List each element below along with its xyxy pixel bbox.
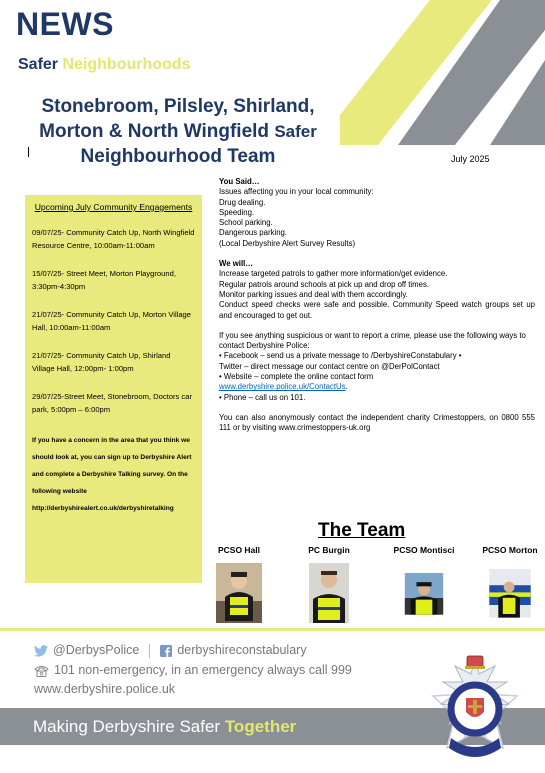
slogan xyxy=(33,717,296,737)
contact-website: • Website – complete the online contact form xyxy=(219,372,374,382)
phone-numbers: 101 non-emergency, in an emergency always call 999 xyxy=(54,663,352,677)
team-member-hall xyxy=(214,545,264,628)
issue-date: July 2025 xyxy=(451,154,490,164)
slogan-main: Making Derbyshire Safer xyxy=(33,717,221,736)
footer-divider xyxy=(0,628,545,631)
you-said-item: School parking. xyxy=(219,218,273,228)
member-name: PCSO Hall xyxy=(217,545,261,555)
we-will-item: Conduct speed checks were safe and possible. Community Speed watch groups set up and encouraged to get out. xyxy=(219,300,535,320)
team-title-line-3: Neighbourhood Team xyxy=(80,146,276,167)
team-title xyxy=(4,94,352,169)
officer-photo xyxy=(401,573,447,623)
police-crest-logo xyxy=(421,654,529,769)
officer-photo xyxy=(216,563,262,623)
you-said-item: Speeding. xyxy=(219,207,255,217)
main-content: You Said… Issues affecting you in your local community: Drug dealing. Speeding. School parking. Dangerous parking. (Local Derbyshire Alert Survey Results) We will… Increase targeted patrols to gather more information/get evidence. Regular patrols around schools at pick up and drop off times. Monitor parking issues and deal with them accordingly. Conduct speed checks were safe and possible. Community Speed watch groups set up and encouraged to get out. If you see anything suspicious or want to report a crime, please use the following ways to contact Derbyshire Police: • Facebook – send us a private message to /DerbyshireConstabulary • Twitter – direct message our contact centre on @DerPolContact • Website – complete the online contact form www.derbyshire.police.uk/ContactUs. • Phone – call us on 101. You can also anonymously contact the independent charity Crimestoppers, on 0800 555 111 or by visiting www.crimestoppers-uk.org xyxy=(219,177,535,433)
engagement-event: 29/07/25-Street Meet, Stonebroom, Doctors car park, 5:00pm – 6:00pm xyxy=(32,392,192,414)
you-said-item: (Local Derbyshire Alert Survey Results) xyxy=(219,238,356,248)
we-will-title: We will… xyxy=(219,259,254,269)
you-said-item: Dangerous parking. xyxy=(219,228,288,238)
social-separator xyxy=(149,644,150,658)
news-title: NEWS xyxy=(16,6,114,42)
twitter-icon xyxy=(34,645,48,657)
team-member-morton xyxy=(477,545,543,628)
we-will-item: Increase targeted patrols to gather more information/get evidence. xyxy=(219,269,448,279)
member-name: PC Burgin xyxy=(308,545,350,555)
contact-phone: • Phone – call us on 101. xyxy=(219,392,306,402)
footer-social xyxy=(34,643,307,658)
officer-photo xyxy=(487,569,533,623)
brand-name xyxy=(18,56,190,74)
engagements-heading: Upcoming July Community Engagements xyxy=(34,202,193,212)
brand-word-safer: Safer xyxy=(18,56,59,73)
telephone-icon xyxy=(34,665,49,677)
member-name: PCSO Morton xyxy=(482,545,538,555)
brand-word-neighbourhoods: Neighbourhoods xyxy=(62,56,191,73)
crimestoppers-info: You can also anonymously contact the independent charity Crimestoppers, on 0800 555 111 or by visiting www.crimestoppers-uk.org xyxy=(219,412,535,433)
contact-form-link[interactable]: www.derbyshire.police.uk/ContactUs xyxy=(219,382,346,392)
derbyshire-alert-note: If you have a concern in the area that you think we should look at, you can sign up to Derbyshire Alert and complete a Derbyshire Talking survey. On the following website http://derbyshirealert.co.uk/derbyshiretalking xyxy=(32,437,192,512)
header-stripes-graphic xyxy=(340,0,545,145)
you-said-item: Drug dealing. xyxy=(219,197,266,207)
engagement-event: 15/07/25- Street Meet, Morton Playground, 3:30pm-4:30pm xyxy=(32,269,176,291)
we-will-item: Monitor parking issues and deal with them accordingly. xyxy=(219,289,408,299)
team-member-montisci xyxy=(392,545,456,628)
contact-facebook: • Facebook – send us a private message to /DerbyshireConstabulary • xyxy=(219,351,462,361)
contact-twitter: Twitter – direct message our contact centre on @DerPolContact xyxy=(219,361,440,371)
engagements-box xyxy=(25,195,202,583)
text-cursor xyxy=(28,147,29,157)
slogan-highlight: Together xyxy=(224,717,297,736)
footer-website[interactable]: www.derbyshire.police.uk xyxy=(34,682,176,696)
member-name: PCSO Montisci xyxy=(393,545,455,555)
facebook-icon xyxy=(160,645,172,657)
team-member-burgin xyxy=(301,545,357,628)
team-title-line-1: Stonebroom, Pilsley, Shirland, xyxy=(41,96,315,117)
we-will-item: Regular patrols around schools at pick up and drop off times. xyxy=(219,279,430,289)
engagement-event: 21/07/25- Community Catch Up, Morton Village Hall, 10:00am-11:00am xyxy=(32,310,191,332)
you-said-intro: Issues affecting you in your local community: xyxy=(219,187,374,197)
you-said-title: You Said… xyxy=(219,177,260,186)
footer-phone xyxy=(34,663,352,677)
officer-photo xyxy=(309,563,349,623)
twitter-handle[interactable]: @DerbysPolice xyxy=(53,643,140,657)
contact-intro: If you see anything suspicious or want to report a crime, please use the following ways to contact Derbyshire Police: xyxy=(219,330,526,351)
facebook-handle[interactable]: derbyshireconstabulary xyxy=(177,643,307,657)
engagement-event: 09/07/25- Community Catch Up, North Wingfield Resource Centre, 10:00am-11:00am xyxy=(32,228,195,250)
team-title-line-2: Morton & North Wingfield Safer xyxy=(39,121,317,142)
team-heading: The Team xyxy=(318,520,406,541)
engagement-event: 21/07/25- Community Catch Up, Shirland Village Hall, 12:00pm- 1:00pm xyxy=(32,351,171,373)
